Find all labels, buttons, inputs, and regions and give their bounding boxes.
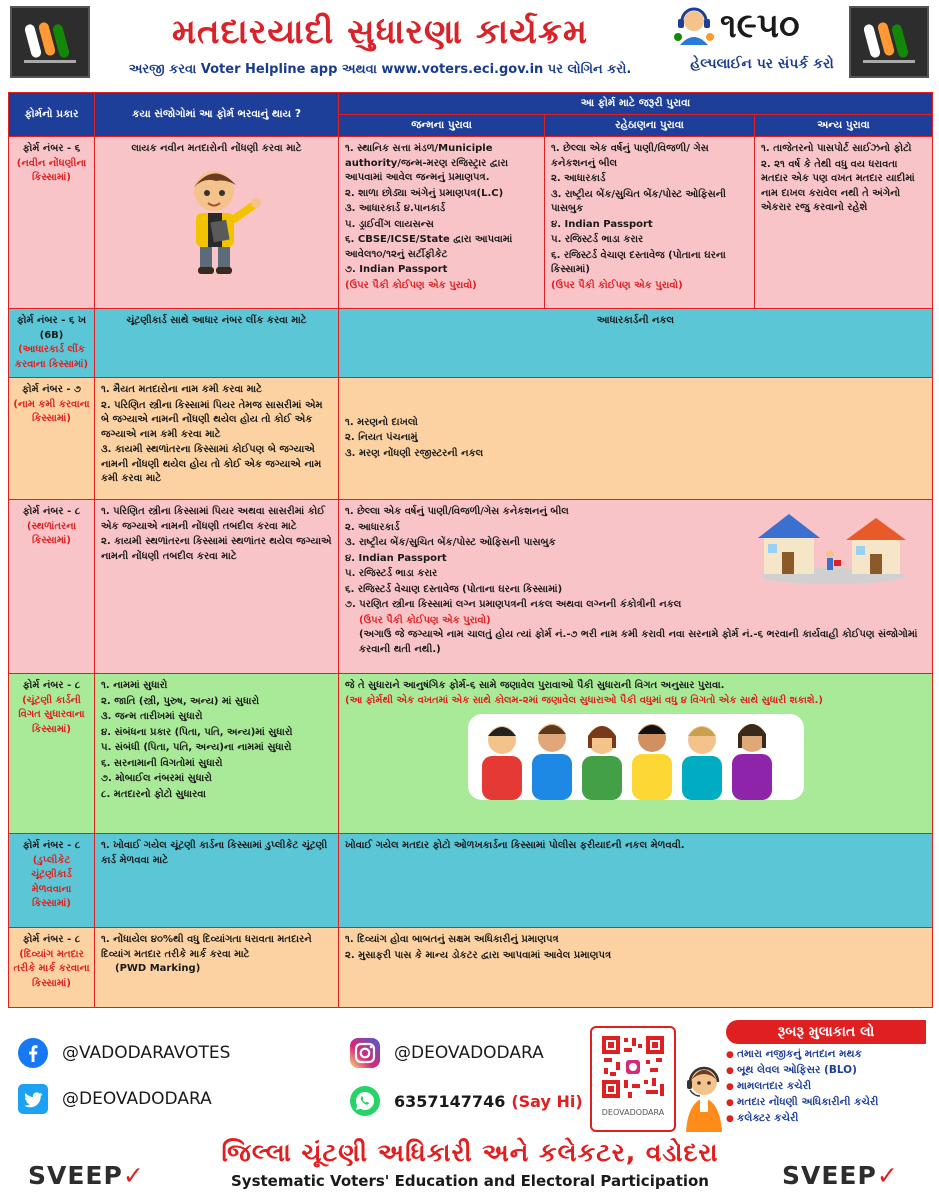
form-note: (નવીન નોંધણીના કિસ્સામાં) xyxy=(16,157,87,184)
eci-logo-left xyxy=(10,6,90,78)
list-item: ૩. આધારકાર્ડ ૪.પાનકાર્ડ xyxy=(345,203,446,215)
form-number: ફોર્મ નંબર - ૬ ખ xyxy=(16,315,87,327)
twitter-handle: @DEOVADODARA xyxy=(62,1089,212,1109)
docs-cell xyxy=(339,928,933,1008)
header-residence-proof: રહેઠાણના પુરાવા xyxy=(545,115,755,137)
whatsapp-number: 6357147746 xyxy=(394,1091,506,1111)
list-item: ૫. રજિસ્ટર્ડ ભાડા કરાર xyxy=(551,234,644,246)
list-item: ● બૂથ લેવલ ઓફિસર (BLO) xyxy=(726,1064,936,1077)
instagram-handle-row[interactable] xyxy=(350,1038,544,1068)
form-number: ફોર્મ નંબર - ૮ xyxy=(22,506,81,518)
helpline-block xyxy=(672,6,852,46)
docs-cell xyxy=(339,500,933,674)
list-item: ૪. સંબંધના પ્રકાર (પિતા, પતિ, અન્ય)માં સુધારો xyxy=(101,726,293,738)
docs-cell: આધારકાર્ડની નકલ xyxy=(339,309,933,378)
docs-cell xyxy=(339,674,933,834)
when-cell xyxy=(95,137,339,309)
form-number: ફોર્મ નંબર - ૮ xyxy=(22,840,81,852)
list-item: ● તમારા નજીકનું મતદાન મથક xyxy=(726,1048,936,1061)
table-row xyxy=(9,834,933,928)
table-row xyxy=(9,137,933,309)
form-cell xyxy=(9,500,95,674)
sveep-logo-right xyxy=(782,1158,912,1192)
form-note: (નામ કમી કરવાના કિસ્સામાં) xyxy=(13,398,90,425)
form-note: (દિવ્યાંગ મતદાર તરીકે માર્ક કરવાના કિસ્સામાં) xyxy=(13,948,90,989)
list-item: ૧. છેલ્લા એક વર્ષનું પાણી/વિજળી/ગેસ કનેકશનનું બીલ xyxy=(345,506,569,518)
docs-text: જે તે સુધારાને આનુષંગિક ફોર્મ-૬ સામે જણાવેલ પુરાવાઓ પૈકી સુધારાની વિગત અનુસાર પુરાવા. xyxy=(345,680,725,692)
list-item: ● મામલતદાર કચેરી xyxy=(726,1080,936,1093)
table-row xyxy=(9,378,933,500)
form-number: ફોર્મ નંબર - ૮ xyxy=(22,934,81,946)
sveep-logo-left xyxy=(28,1158,158,1192)
form-cell xyxy=(9,378,95,500)
list-item: ૨. નિયત પંચનામું xyxy=(345,432,418,444)
list-item: ૨. આધારકાર્ડ xyxy=(345,521,400,533)
list-item: ૩. મરણ નોંધણી રજીસ્ટરની નકલ xyxy=(345,447,484,459)
list-item: ૧. સ્થાનિક સત્તા મંડળ/Municiple authority/જન્મ-મરણ રજિસ્ટ્રાર દ્વારા આપવામાં આવેલ જન્મનું પ્રમાણપત્ર. xyxy=(345,143,509,184)
student-icon xyxy=(172,165,262,277)
table-row xyxy=(9,928,933,1008)
helpdesk-operator-icon xyxy=(682,1062,726,1132)
list-item: ૨. કાયમી સ્થળાંતરના કિસ્સામાં સ્થળાંતર થયેલ જગ્યાએ નામની નોંધણી તબદીલ કરવા માટે xyxy=(101,536,332,562)
qr-label: DEOVADODARA xyxy=(601,1108,665,1117)
list-item: ૬. સરનામાની વિગતોમાં સુધારો xyxy=(101,757,223,769)
list-item: ૧. છેલ્લા એક વર્ષનું પાણી/વિજળી/ ગેસ કનેકશનનું બીલ xyxy=(551,143,709,169)
list-item: ● કલેક્ટર કચેરી xyxy=(726,1112,936,1125)
voters-crowd-icon xyxy=(468,714,804,800)
eci-emblem-icon xyxy=(857,14,921,70)
header-form-type: ફોર્મનો પ્રકાર xyxy=(9,93,95,137)
pwd-code: (PWD Marking) xyxy=(115,963,201,975)
list-item: ૫. રજિસ્ટર્ડ ભાડા કરાર xyxy=(345,568,438,580)
form-note: (ડુપ્લીકેટ ચૂંટણીકાર્ડ મેળવવાના કિસ્સામાં) xyxy=(31,854,72,910)
visit-in-person-banner: રૂબરૂ મુલાકાત લો xyxy=(726,1020,926,1044)
list-item: ૬. રજિસ્ટર્ડ વેચાણ દસ્તાવેજ (પોતાના ઘરના કિસ્સામાં) xyxy=(345,583,563,595)
list-item: ૭. પરણિત સ્ત્રીના કિસ્સામાં લગ્ન પ્રમાણપત્રની નકલ અથવા લગ્નની કંકોત્રીની નકલ xyxy=(345,599,682,611)
list-item: ૫. ડ્રાઈવીંગ લાયસન્સ xyxy=(345,218,434,230)
residence-proof-cell xyxy=(545,137,755,309)
list-item: ૬. CBSE/ICSE/State દ્વારા આપવામાં આવેલ૧૦/૧૨નું સર્ટીફીકેટ xyxy=(345,234,513,260)
table-row xyxy=(9,309,933,378)
list-item: ૧. તાજેતરનો પાસપોર્ટ સાઈઝનો ફોટો xyxy=(761,143,912,155)
forms-table xyxy=(8,92,932,1008)
houses-illustration-icon xyxy=(758,510,908,586)
page-footer xyxy=(0,1020,939,1200)
helpline-text: હેલ્પલાઈન પર સંપર્ક કરો xyxy=(690,56,834,72)
qr-code-icon xyxy=(600,1034,666,1100)
list-item: ૩. રાષ્ટ્રીય બેંક/સુચિત બેંક/પોસ્ટ ઓફિસની પાસબુક xyxy=(345,537,556,549)
sveep-logo-text: SVEEP xyxy=(782,1160,877,1190)
procedure-note: (અગાઉ જે જગ્યાએ નામ ચાલતું હોય ત્યાં ફોર્મ નં.-૭ ભરી નામ કમી કરાવી નવા સરનામે ફોર્મ નં.-૬ ભરવાની કાર્યવાહી કોઈપણ સંજોગોમાં કરવાની થતી નથી.) xyxy=(359,629,918,655)
any-one-note: (ઉપર પૈકી કોઈપણ એક પુરાવો) xyxy=(359,614,491,626)
list-item: ૪. Indian Passport xyxy=(345,552,447,564)
when-cell xyxy=(95,500,339,674)
when-cell xyxy=(95,378,339,500)
list-item: ૧. નામમાં સુધારો xyxy=(101,680,168,692)
form-note: (સ્થળાંતરના કિસ્સામાં) xyxy=(26,520,77,547)
twitter-icon xyxy=(18,1084,48,1114)
header-docs-required: આ ફોર્મ માટે જરૂરી પુરાવા xyxy=(339,93,933,115)
docs-cell: ખોવાઈ ગયેલ મતદાર ફોટો ઓળખકાર્ડના કિસ્સામાં પોલીસ ફરીયાદની નકલ મેળવવી. xyxy=(339,834,933,928)
list-item: ૨. મુસાફરી પાસ કે માન્ય ડોકટર દ્વારા આપવામાં આવેલ પ્રમાણપત્ર xyxy=(345,949,612,961)
list-item: ૫. સંબંધી (પિતા, પતિ, અન્ય)ના નામમાં સુધારો xyxy=(101,742,292,754)
form-number: ફોર્મ નંબર - ૭ xyxy=(22,384,81,396)
sveep-tick-icon: ✓ xyxy=(122,1160,145,1190)
list-item: ૩. જન્મ તારીખમાં સુધારો xyxy=(101,711,203,723)
eci-emblem-icon xyxy=(18,14,82,70)
when-cell xyxy=(95,928,339,1008)
list-item: ૬. રજિસ્ટર્ડ વેચાણ દસ્તાવેજ (પોતાના ઘરના કિસ્સામાં) xyxy=(551,249,726,276)
facebook-handle: @VADODARAVOTES xyxy=(62,1043,231,1063)
when-cell: ચૂંટણીકાર્ડ સાથે આધાર નંબર લીંક કરવા માટે xyxy=(95,309,339,378)
list-item: ● મતદાર નોંધણી અધિકારીની કચેરી xyxy=(726,1096,936,1109)
any-one-note: (ઉપર પૈકી કોઈપણ એક પુરાવો) xyxy=(345,279,477,291)
sveep-tick-icon: ✓ xyxy=(876,1160,899,1190)
whatsapp-icon xyxy=(350,1086,380,1116)
list-item: ૨. આધારકાર્ડ xyxy=(551,173,606,185)
when-cell: ૧. ખોવાઈ ગયેલ ચૂંટણી કાર્ડના કિસ્સામાં ડુપ્લીકેટ ચૂંટણી કાર્ડ મેળવવા માટે xyxy=(95,834,339,928)
form-cell xyxy=(9,928,95,1008)
sveep-logo-text: SVEEP xyxy=(28,1160,123,1190)
list-item: ૧. મરણનો દાખલો xyxy=(345,416,418,428)
whatsapp-row[interactable] xyxy=(350,1086,583,1116)
sveep-full-form: Systematic Voters' Education and Electoral Participation xyxy=(231,1172,709,1190)
when-text: ૧. નોંધાયેલ ૪૦%થી વધુ દિવ્યાંગતા ધરાવતા મતદારને દિવ્યાંગ મતદાર તરીકે માર્ક કરવા માટે xyxy=(101,934,312,960)
eci-logo-right xyxy=(849,6,929,78)
page-header xyxy=(0,0,939,88)
helpline-number: ૧૯૫૦ xyxy=(720,6,800,46)
table-row xyxy=(9,500,933,674)
district-authority-title: જિલ્લા ચૂંટણી અધિકારી અને કલેકટર, વડોદરા xyxy=(221,1138,719,1167)
when-cell xyxy=(95,674,339,834)
helpline-operator-icon xyxy=(672,7,716,45)
qr-code-card[interactable] xyxy=(590,1026,676,1132)
student-illustration xyxy=(101,165,332,277)
form-cell xyxy=(9,309,95,378)
form-number: ફોર્મ નંબર - ૮ xyxy=(22,680,81,692)
header-birth-proof: જન્મના પુરાવા xyxy=(339,115,545,137)
form-code: (6B) xyxy=(39,329,64,341)
list-item: ૭. મોબાઈલ નંબરમાં સુધારો xyxy=(101,773,212,785)
birth-proof-cell xyxy=(339,137,545,309)
when-text: લાયક નવીન મતદારોની નોંધણી કરવા માટે xyxy=(131,143,302,155)
facebook-handle-row[interactable] xyxy=(18,1038,230,1068)
header-when: કયા સંજોગોમાં આ ફોર્મ ભરવાનું થાય ? xyxy=(95,93,339,137)
other-proof-cell xyxy=(755,137,933,309)
visit-locations-list xyxy=(726,1048,936,1128)
twitter-handle-row[interactable] xyxy=(18,1084,212,1114)
docs-cell xyxy=(339,378,933,500)
list-item: ૧. પરિણિત સ્ત્રીના કિસ્સામાં પિયર અથવા સાસરીમાં કોઈ એક જગ્યાએ નામની નોંધણી તબદીલ કરવા માટે xyxy=(101,506,326,532)
max-four-note: (આ ફોર્મથી એક વખતમાં એક સાથે કોલમ-૨માં જણાવેલ સુધારાઓ પૈકી વધુમાં વધુ ૪ વિગતો એક સાથે સુધારી શકાશે.) xyxy=(345,694,823,706)
people-illustration xyxy=(345,714,926,800)
list-item: ૨. જાતિ (સ્ત્રી, પુરુષ, અન્ય) માં સુધારો xyxy=(101,695,260,707)
list-item: ૨. પરિણિત સ્ત્રીના કિસ્સામાં પિયર તેમજ સાસરીમાં એમ બે જગ્યાએ નામની નોંધણી થયેલ હોય તો કોઈ એક જગ્યાએ નામ કમી કરવા માટે xyxy=(101,399,323,440)
form-number: ફોર્મ નંબર - ૬ xyxy=(22,143,81,155)
list-item: ૮. મતદારનો ફોટો સુધારવા xyxy=(101,788,206,800)
any-one-note: (ઉપર પૈકી કોઈપણ એક પુરાવો) xyxy=(551,279,683,291)
list-item: ૧. મૈયત મતદારોના નામ કમી કરવા માટે xyxy=(101,384,262,396)
form-note: (આધારકાર્ડ લીંક કરવાના કિસ્સામાં) xyxy=(14,344,89,370)
page-title: મતદારયાદી સુધારણા કાર્યક્રમ xyxy=(171,12,589,52)
list-item: ૨. શાળા છોડ્યા અંગેનું પ્રમાણપત્ર(L.C) xyxy=(345,187,504,199)
table-row xyxy=(9,674,933,834)
instagram-icon xyxy=(350,1038,380,1068)
list-item: ૩. કાયમી સ્થળાંતરના કિસ્સામાં કોઈપણ બે જગ્યાએ નામની નોંધણી થયેલ હોય તો કોઈ એક જગ્યાએ નામ કમી કરવા માટે xyxy=(101,444,322,485)
list-item: ૩. રાષ્ટ્રીય બેંક/સુચિત બેંક/પોસ્ટ ઓફિસની પાસબુક xyxy=(551,188,727,215)
list-item: ૧. દિવ્યાંગ હોવા બાબતનું સક્ષમ અધિકારીનું પ્રમાણપત્ર xyxy=(345,934,559,946)
list-item: ૨. ૨૧ વર્ષ કે તેથી વધુ વય ધરાવતા મતદાર એક પણ વખત મતદાર યાદીમાં નામ દાખલ કરાવેલ નથી તે અંગેનો એકરાર રજુ કરવાનો રહેશે xyxy=(761,158,915,214)
facebook-icon xyxy=(18,1038,48,1068)
form-cell xyxy=(9,137,95,309)
list-item: ૭. Indian Passport xyxy=(345,264,448,276)
whatsapp-note: (Say Hi) xyxy=(511,1091,583,1111)
apply-instructions: અરજી કરવા Voter Helpline app અથવા www.voters.eci.gov.in પર લોગિન કરો. xyxy=(128,62,632,77)
instagram-handle: @DEOVADODARA xyxy=(394,1043,544,1063)
list-item: ૪. Indian Passport xyxy=(551,218,653,230)
form-cell xyxy=(9,834,95,928)
header-other-proof: અન્ય પુરાવા xyxy=(755,115,933,137)
form-cell xyxy=(9,674,95,834)
form-note: (ચૂંટણી કાર્ડની વિગત સુધારવાના કિસ્સામાં) xyxy=(18,694,85,735)
